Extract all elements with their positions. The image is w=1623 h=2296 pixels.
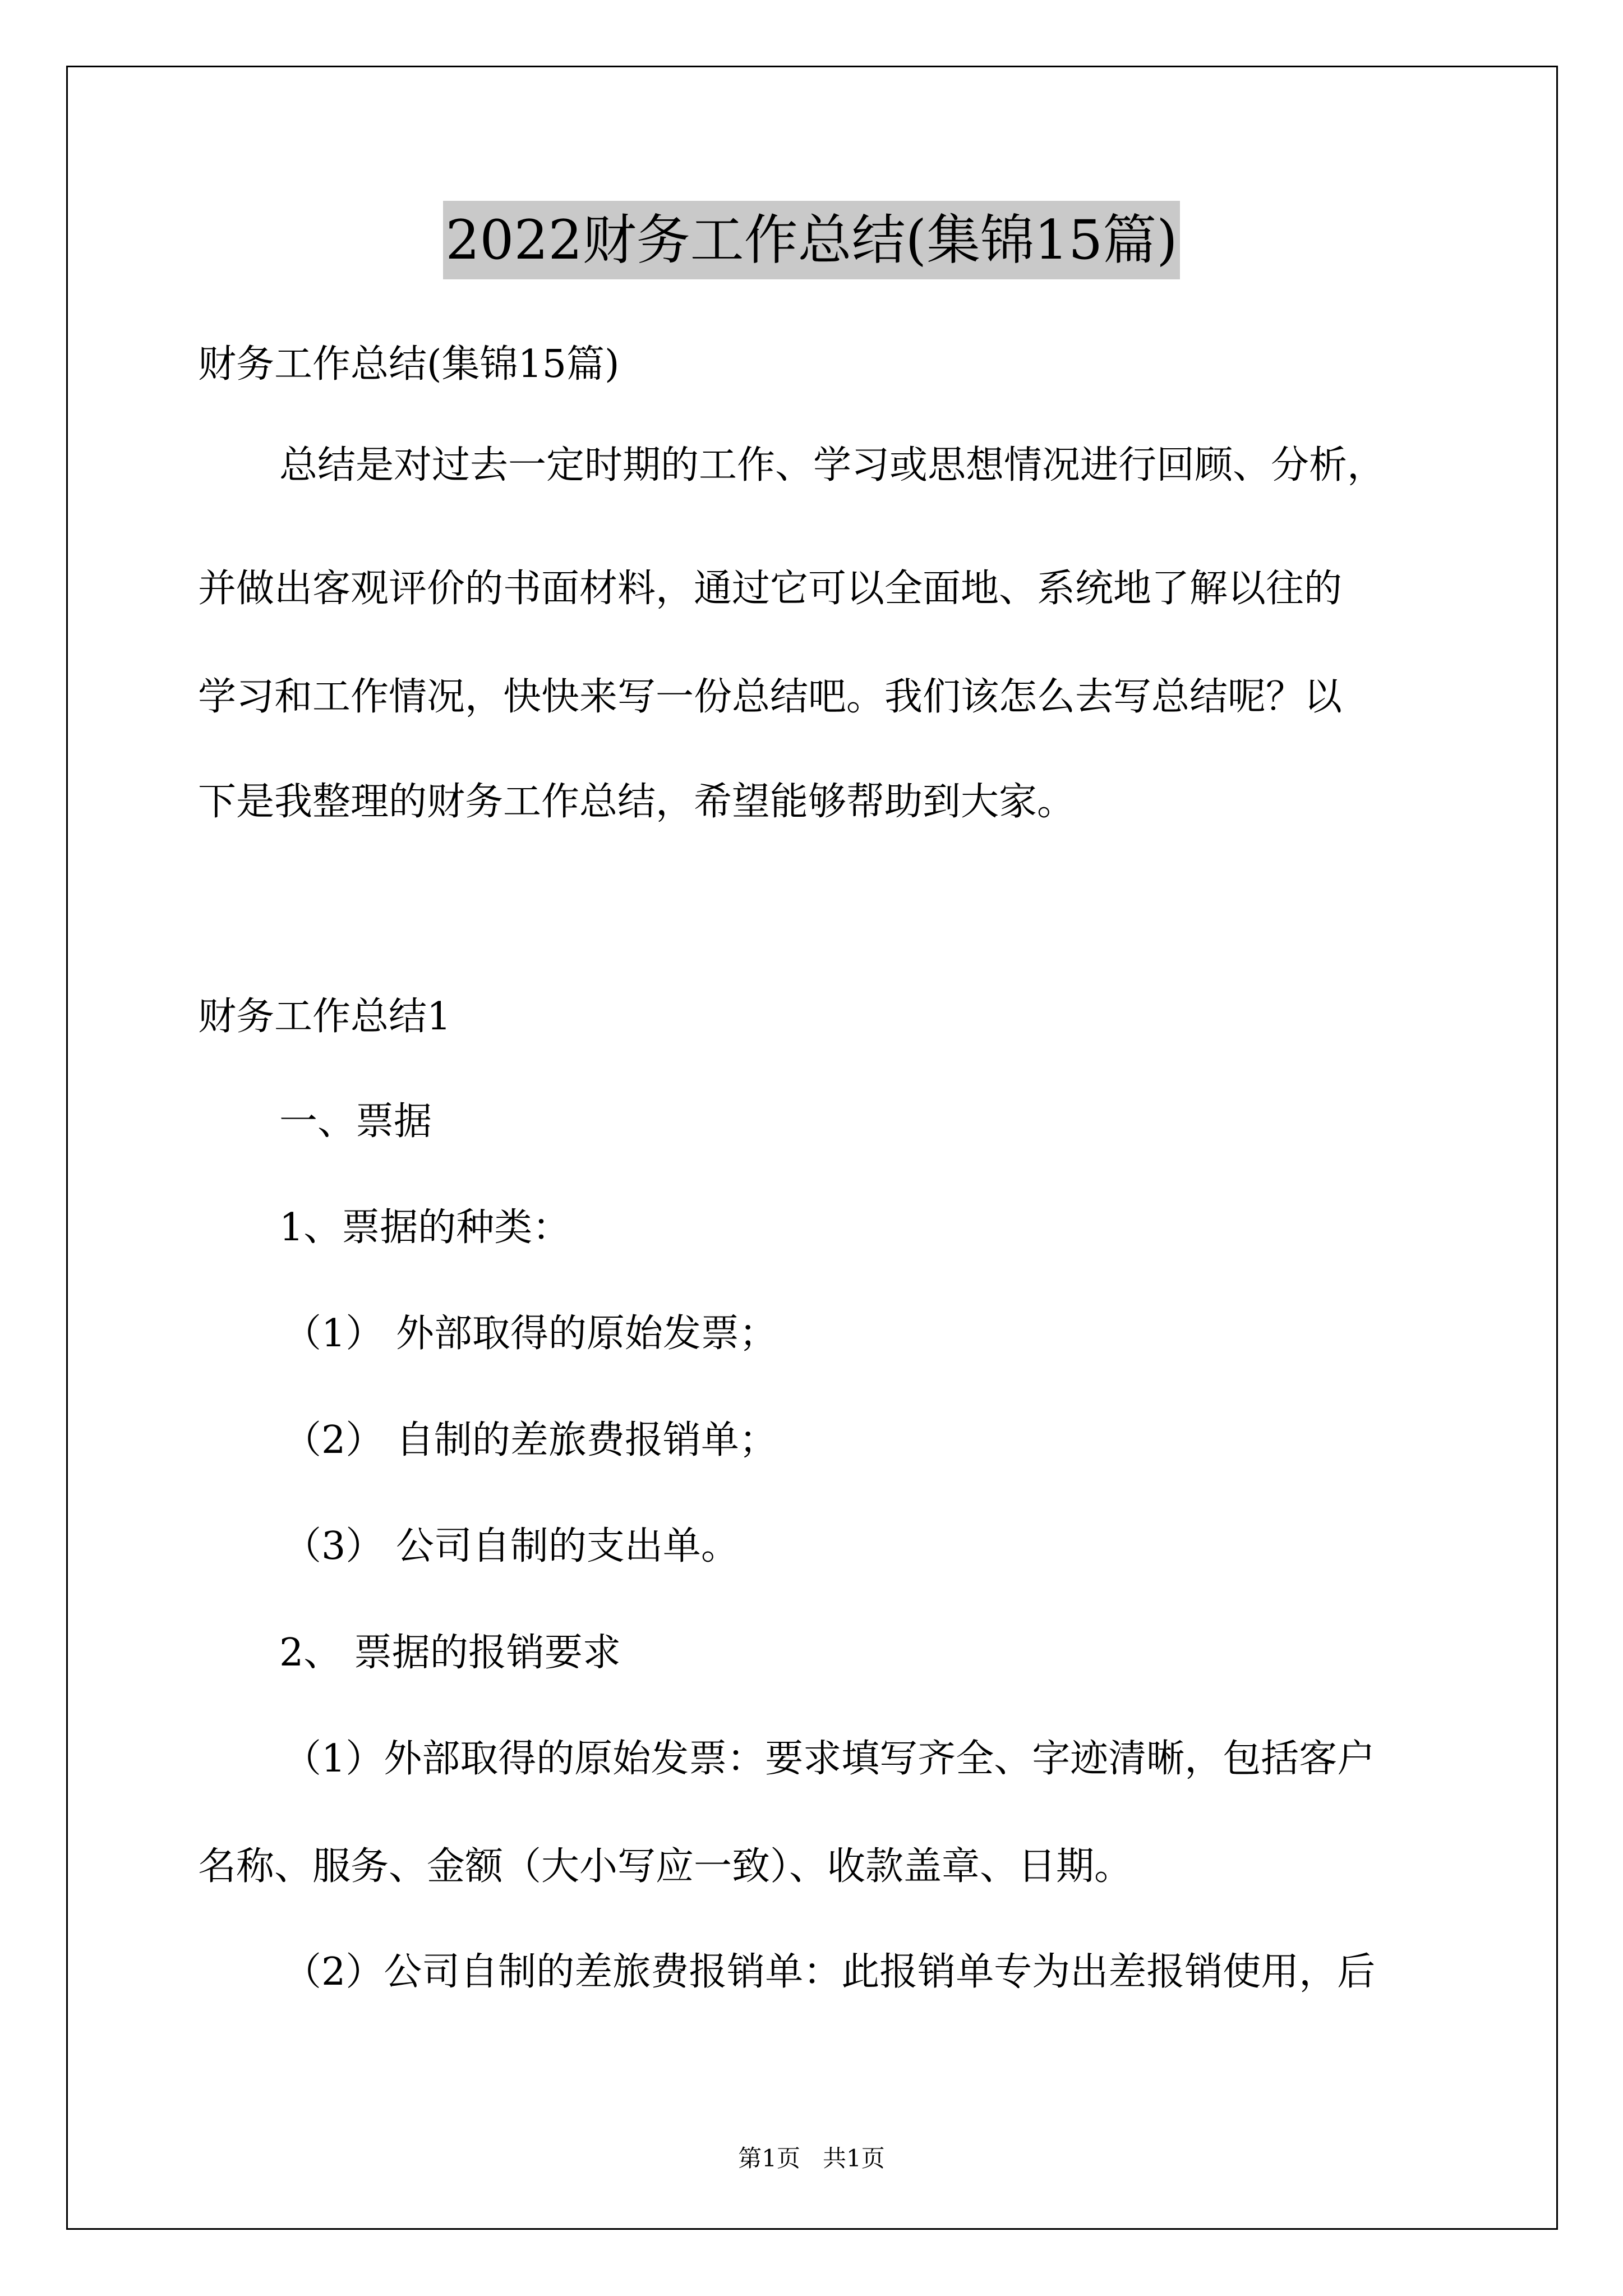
body-line-8: 名称、服务、金额（大小写应一致）、收款盖章、日期。 (198, 1844, 1133, 1889)
body-line-3: （1） 外部取得的原始发票； (283, 1312, 777, 1356)
body-line-6: 2、 票据的报销要求 (279, 1631, 621, 1675)
page-border (66, 66, 1558, 2230)
section-heading: 财务工作总结1 (198, 995, 451, 1039)
body-line-1: 一、票据 (279, 1099, 432, 1144)
body-line-4: （2） 自制的差旅费报销单； (283, 1418, 777, 1462)
body-line-9: （2）公司自制的差旅费报销单：此报销单专为出差报销使用，后 (283, 1950, 1376, 1994)
body-line-7: （1）外部取得的原始发票：要求填写齐全、字迹清晰，包括客户 (283, 1737, 1376, 1781)
body-line-5: （3） 公司自制的支出单。 (283, 1524, 739, 1568)
title-wrap (0, 201, 1623, 279)
intro-line-4: 下是我整理的财务工作总结，希望能够帮助到大家。 (198, 780, 1076, 824)
page-footer: 第1页 共1页 (738, 2145, 885, 2172)
intro-line-2: 并做出客观评价的书面材料，通过它可以全面地、系统地了解以往的 (198, 567, 1343, 611)
document-title: 2022财务工作总结(集锦15篇) (443, 201, 1179, 279)
body-line-2: 1、票据的种类： (279, 1205, 571, 1250)
intro-line-1: 总结是对过去一定时期的工作、学习或思想情况进行回顾、分析， (279, 443, 1386, 487)
document-subtitle: 财务工作总结(集锦15篇) (198, 342, 620, 386)
intro-line-3: 学习和工作情况，快快来写一份总结吧。我们该怎么去写总结呢？以 (198, 675, 1343, 719)
